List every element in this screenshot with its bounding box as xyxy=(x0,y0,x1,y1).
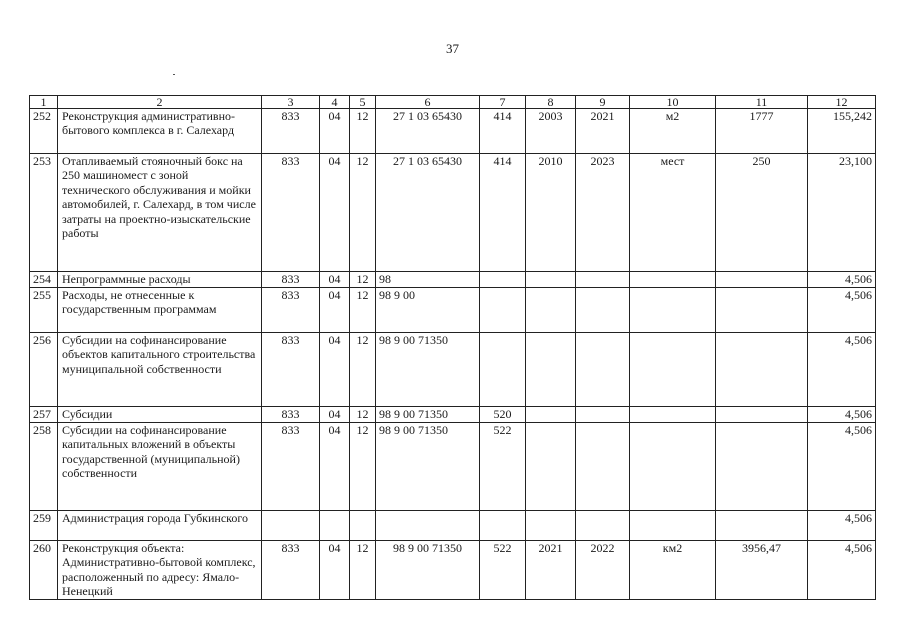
cell-col9: 2021 xyxy=(576,109,630,154)
row-number: 253 xyxy=(30,154,58,272)
row-number: 258 xyxy=(30,423,58,511)
header-cell: 4 xyxy=(320,96,350,109)
cell-col10: км2 xyxy=(630,541,716,600)
header-cell: 7 xyxy=(480,96,526,109)
row-name: Субсидии на софинансирование объектов капитального строительства муниципальной собственности xyxy=(58,333,262,407)
header-cell: 10 xyxy=(630,96,716,109)
cell-col3: 833 xyxy=(262,272,320,288)
header-cell: 11 xyxy=(716,96,808,109)
cell-col12: 4,506 xyxy=(808,333,876,407)
row-number: 254 xyxy=(30,272,58,288)
cell-col7 xyxy=(480,272,526,288)
cell-col9: 2022 xyxy=(576,541,630,600)
cell-col6: 98 xyxy=(376,272,480,288)
cell-col9 xyxy=(576,288,630,333)
cell-col9 xyxy=(576,423,630,511)
row-number: 257 xyxy=(30,407,58,423)
cell-col12: 23,100 xyxy=(808,154,876,272)
table-row xyxy=(30,109,876,154)
cell-col4: 04 xyxy=(320,154,350,272)
cell-col4: 04 xyxy=(320,541,350,600)
cell-col11 xyxy=(716,272,808,288)
cell-col5 xyxy=(350,511,376,541)
cell-col7: 522 xyxy=(480,541,526,600)
cell-col5: 12 xyxy=(350,407,376,423)
cell-col7 xyxy=(480,333,526,407)
row-name: Непрограммные расходы xyxy=(58,272,262,288)
cell-col4: 04 xyxy=(320,272,350,288)
header-cell: 5 xyxy=(350,96,376,109)
cell-col10 xyxy=(630,511,716,541)
cell-col12: 4,506 xyxy=(808,272,876,288)
row-number: 255 xyxy=(30,288,58,333)
cell-col8 xyxy=(526,511,576,541)
table-row xyxy=(30,272,876,288)
cell-col5: 12 xyxy=(350,288,376,333)
cell-col5: 12 xyxy=(350,333,376,407)
header-cell: 12 xyxy=(808,96,876,109)
cell-col3: 833 xyxy=(262,541,320,600)
table-row xyxy=(30,423,876,511)
cell-col10 xyxy=(630,288,716,333)
cell-col4: 04 xyxy=(320,288,350,333)
cell-col5: 12 xyxy=(350,541,376,600)
cell-col7: 414 xyxy=(480,109,526,154)
cell-col12: 4,506 xyxy=(808,288,876,333)
cell-col4: 04 xyxy=(320,423,350,511)
cell-col8 xyxy=(526,407,576,423)
cell-col9 xyxy=(576,407,630,423)
cell-col8: 2010 xyxy=(526,154,576,272)
header-cell: 6 xyxy=(376,96,480,109)
page-number: 37 xyxy=(446,41,459,56)
row-number: 260 xyxy=(30,541,58,600)
table-row xyxy=(30,407,876,423)
budget-table xyxy=(29,95,876,600)
cell-col6: 27 1 03 65430 xyxy=(376,109,480,154)
cell-col6: 98 9 00 71350 xyxy=(376,541,480,600)
row-number: 256 xyxy=(30,333,58,407)
row-name: Отапливаемый стояночный бокс на 250 машиномест с зоной технического обслуживания и мойки автомобилей, г. Салехард, в том числе затраты на проектно-изыскательские работы xyxy=(58,154,262,272)
cell-col6: 98 9 00 71350 xyxy=(376,333,480,407)
header-cell: 9 xyxy=(576,96,630,109)
cell-col8 xyxy=(526,288,576,333)
cell-col7 xyxy=(480,288,526,333)
header-cell: 8 xyxy=(526,96,576,109)
cell-col8: 2003 xyxy=(526,109,576,154)
cell-col11 xyxy=(716,423,808,511)
row-name: Расходы, не отнесенные к государственным программам xyxy=(58,288,262,333)
cell-col11: 3956,47 xyxy=(716,541,808,600)
row-name: Субсидии xyxy=(58,407,262,423)
cell-col11 xyxy=(716,511,808,541)
table-row xyxy=(30,154,876,272)
cell-col5: 12 xyxy=(350,423,376,511)
cell-col10: м2 xyxy=(630,109,716,154)
cell-col11: 1777 xyxy=(716,109,808,154)
cell-col12: 4,506 xyxy=(808,423,876,511)
cell-col7 xyxy=(480,511,526,541)
cell-col4: 04 xyxy=(320,407,350,423)
cell-col10 xyxy=(630,272,716,288)
header-cell: 1 xyxy=(30,96,58,109)
cell-col10 xyxy=(630,423,716,511)
cell-col6: 98 9 00 71350 xyxy=(376,407,480,423)
cell-col9: 2023 xyxy=(576,154,630,272)
table-row xyxy=(30,288,876,333)
cell-col5: 12 xyxy=(350,272,376,288)
cell-col8 xyxy=(526,423,576,511)
cell-col11 xyxy=(716,333,808,407)
cell-col3: 833 xyxy=(262,407,320,423)
cell-col8 xyxy=(526,272,576,288)
cell-col4: 04 xyxy=(320,333,350,407)
cell-col12: 4,506 xyxy=(808,511,876,541)
scan-speck xyxy=(173,74,175,75)
table-row xyxy=(30,541,876,600)
cell-col9 xyxy=(576,333,630,407)
cell-col12: 4,506 xyxy=(808,541,876,600)
table-row xyxy=(30,333,876,407)
cell-col11: 250 xyxy=(716,154,808,272)
cell-col3: 833 xyxy=(262,423,320,511)
cell-col3: 833 xyxy=(262,288,320,333)
cell-col12: 155,242 xyxy=(808,109,876,154)
cell-col11 xyxy=(716,407,808,423)
cell-col4: 04 xyxy=(320,109,350,154)
cell-col6: 98 9 00 xyxy=(376,288,480,333)
cell-col3 xyxy=(262,511,320,541)
cell-col6: 27 1 03 65430 xyxy=(376,154,480,272)
row-number: 252 xyxy=(30,109,58,154)
cell-col7: 522 xyxy=(480,423,526,511)
cell-col8 xyxy=(526,333,576,407)
cell-col6 xyxy=(376,511,480,541)
cell-col5: 12 xyxy=(350,109,376,154)
cell-col10 xyxy=(630,407,716,423)
cell-col3: 833 xyxy=(262,333,320,407)
header-cell: 3 xyxy=(262,96,320,109)
cell-col4 xyxy=(320,511,350,541)
table-header-row xyxy=(30,96,876,109)
header-cell: 2 xyxy=(58,96,262,109)
cell-col9 xyxy=(576,511,630,541)
cell-col3: 833 xyxy=(262,154,320,272)
cell-col8: 2021 xyxy=(526,541,576,600)
cell-col12: 4,506 xyxy=(808,407,876,423)
row-name: Реконструкция объекта: Административно-бытовой комплекс, расположенный по адресу: Ямало-Ненецкий xyxy=(58,541,262,600)
table-row xyxy=(30,511,876,541)
cell-col10: мест xyxy=(630,154,716,272)
row-name: Администрация города Губкинского xyxy=(58,511,262,541)
row-name: Реконструкция административно-бытового комплекса в г. Салехард xyxy=(58,109,262,154)
cell-col6: 98 9 00 71350 xyxy=(376,423,480,511)
row-number: 259 xyxy=(30,511,58,541)
cell-col5: 12 xyxy=(350,154,376,272)
cell-col11 xyxy=(716,288,808,333)
cell-col9 xyxy=(576,272,630,288)
cell-col10 xyxy=(630,333,716,407)
cell-col3: 833 xyxy=(262,109,320,154)
row-name: Субсидии на софинансирование капитальных вложений в объекты государственной (муниципальной) собственности xyxy=(58,423,262,511)
cell-col7: 414 xyxy=(480,154,526,272)
cell-col7: 520 xyxy=(480,407,526,423)
